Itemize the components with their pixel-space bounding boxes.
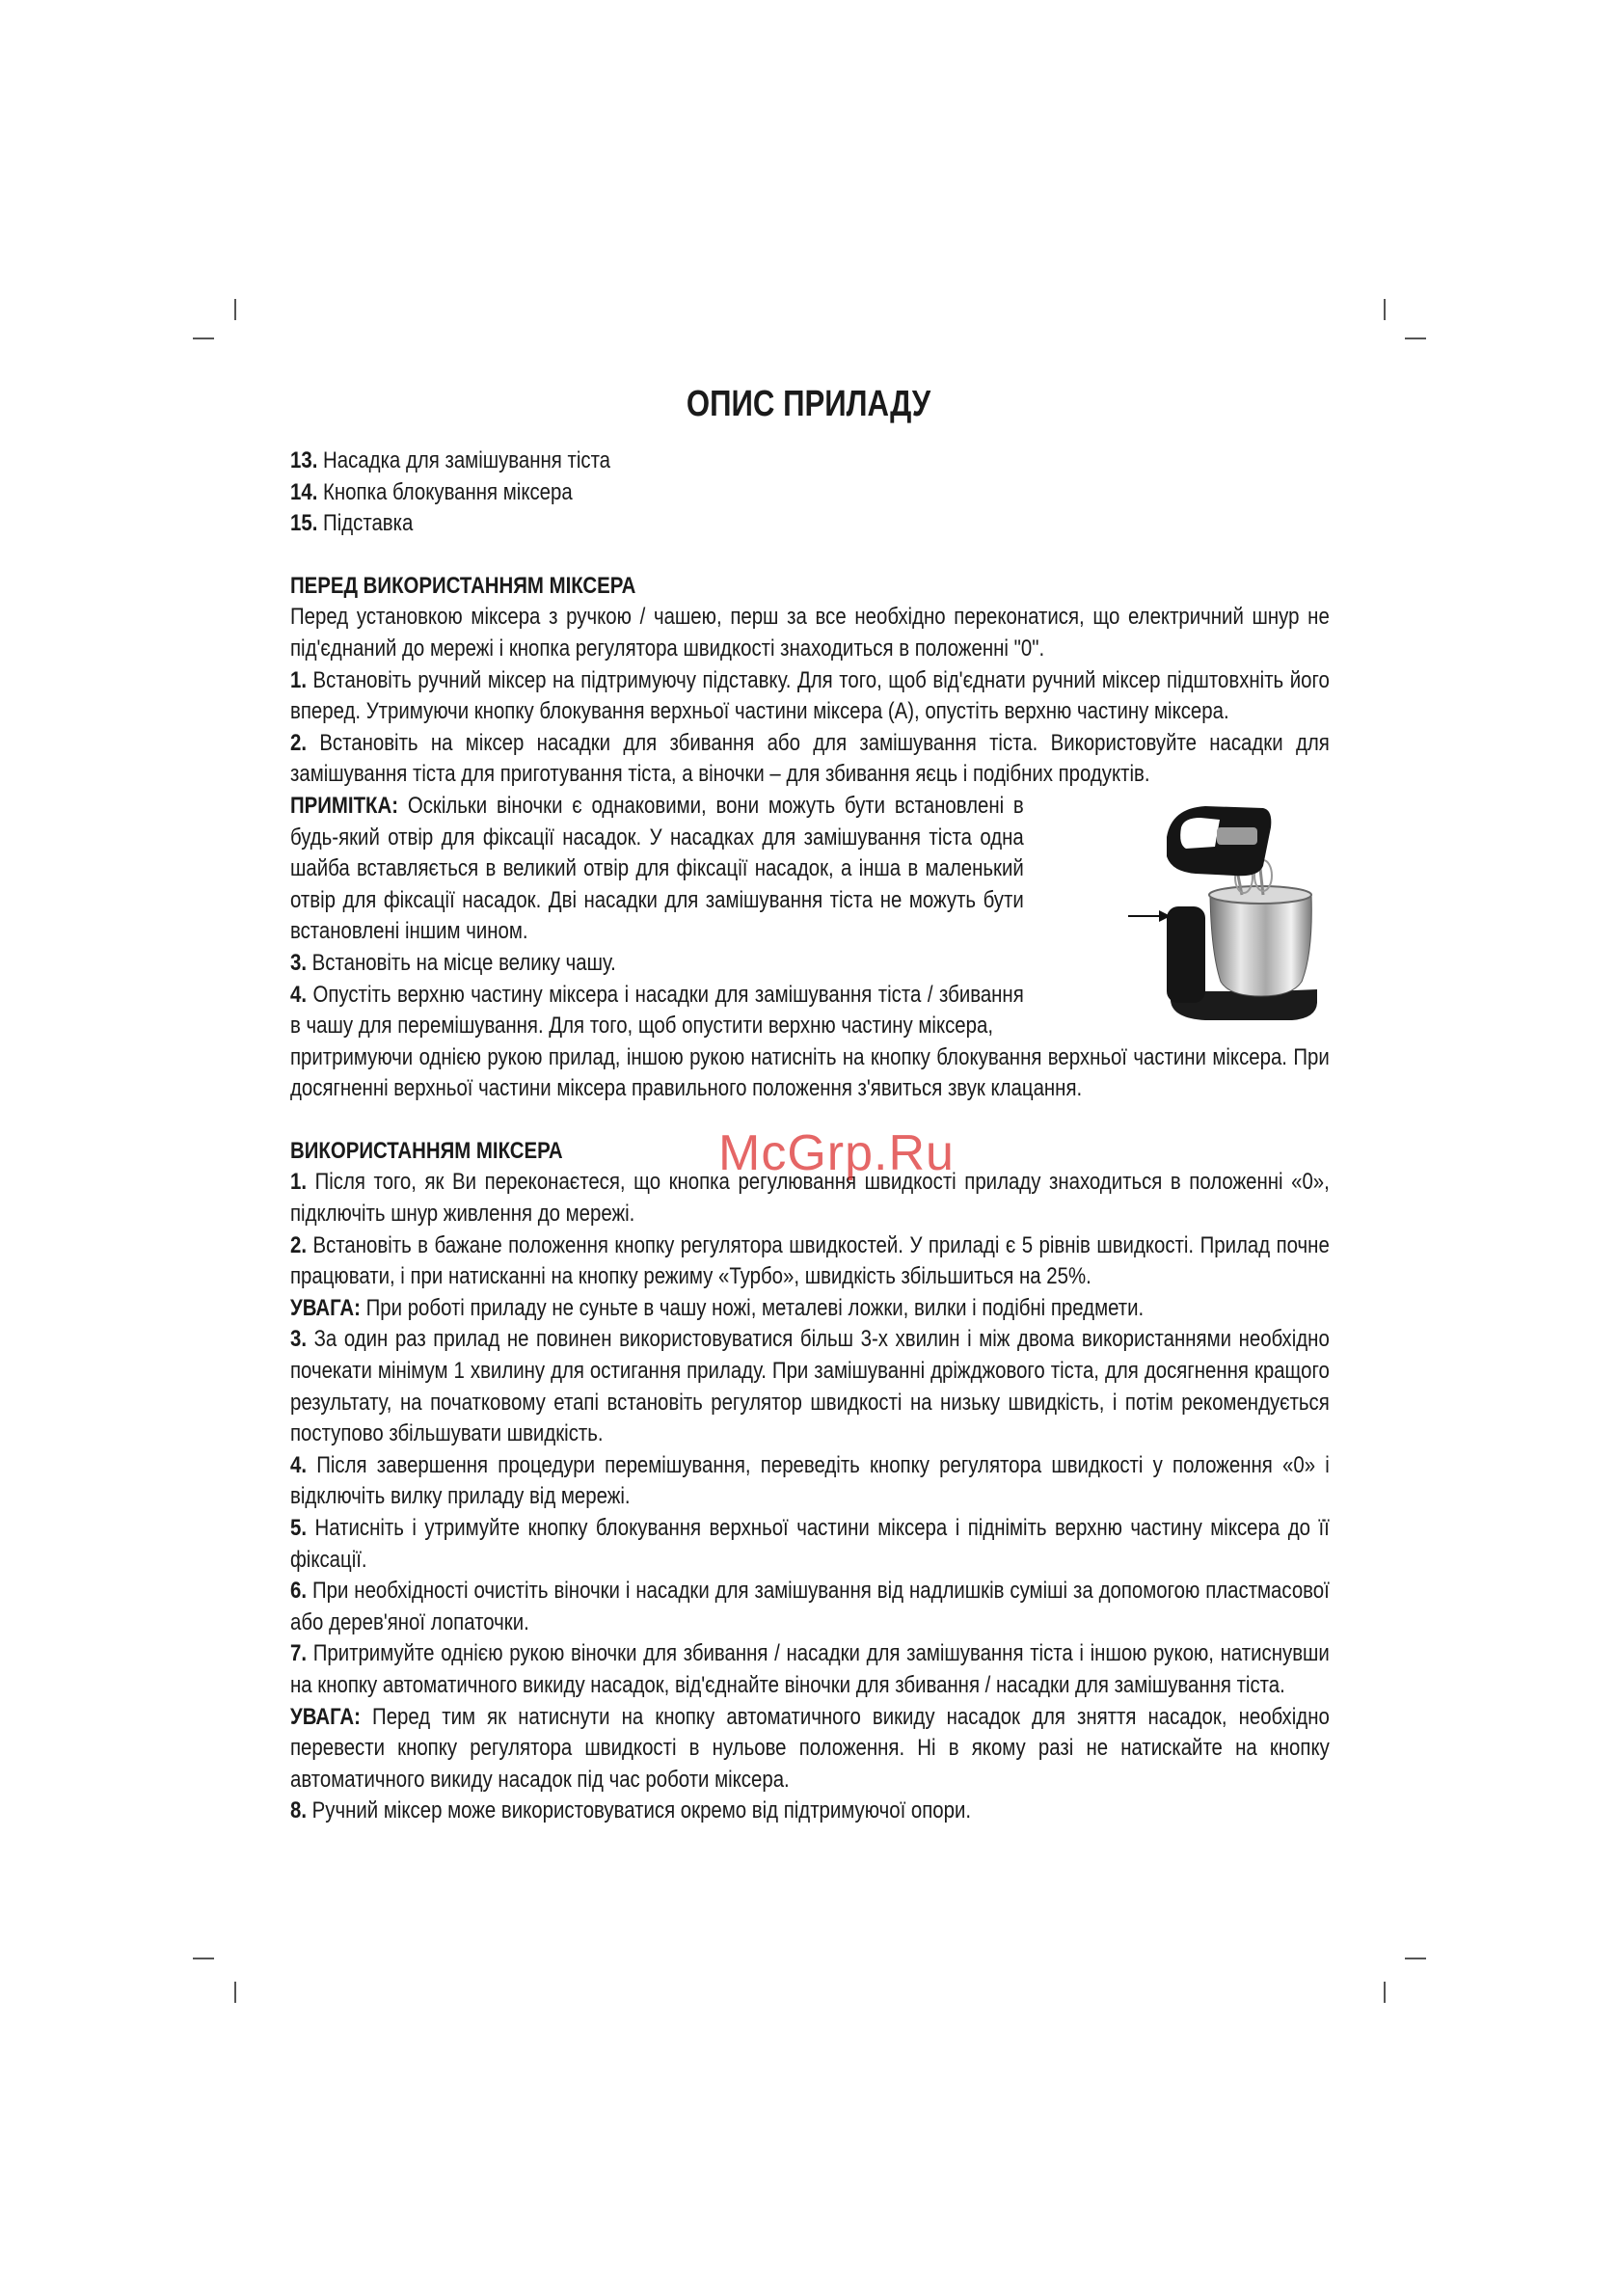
watermark-text: McGrp.Ru <box>718 1125 955 1181</box>
use-step: 5. Натисніть і утримуйте кнопку блокування верхньої частини міксера і підніміть верхню частину міксера до її фіксації. <box>290 1515 1330 1573</box>
use-step: 8. Ручний міксер може використовуватися окремо від підтримуючої опори. <box>290 1797 972 1824</box>
section-heading-use: ВИКОРИСТАННЯМ МІКСЕРА <box>290 1137 563 1164</box>
crop-mark <box>1384 299 1386 320</box>
use-step: 1. Після того, як Ви переконаєтеся, що кнопка регулювання швидкості приладу знаходиться в положенні «0», підключіть шнур живлення до мережі. <box>290 1169 1330 1228</box>
before-use-step-1: 1. Встановіть ручний міксер на підтримуючу підставку. Для того, щоб від'єднати ручний міксер підштовхніть його вперед. Утримуючи кнопку блокування верхньої частини міксера (А), опустіть верхню частину міксера. <box>290 666 1330 725</box>
crop-mark <box>193 338 214 339</box>
crop-mark <box>1405 1958 1426 1959</box>
part-item-13: 13. Насадка для замішування тіста <box>290 447 611 473</box>
use-step: 6. При необхідності очистіть віночки і насадки для замішування від надлишків суміші за допомогою пластмасової або дерев'яної лопаточки. <box>290 1578 1330 1635</box>
use-step: 3. За один раз прилад не повинен використовуватися більш 3-х хвилин і між двома використаннями необхідно почекати мінімум 1 хвилину для остигання приладу. При замішуванні дріжджового тіста, для досягнення кращого результату, на початковому етапі встановіть регулятор швидкості на низьку швидкість, і потім рекомендується поступово збільшувати швидкість. <box>290 1326 1330 1447</box>
before-use-step-2: 2. Встановіть на міксер насадки для збивання або для замішування тіста. Використовуйте насадки для замішування тіста для приготування тіста, а віночки – для збивання яєць і подібних продуктів. <box>290 729 1330 788</box>
use-warning: УВАГА: Перед тим як натиснути на кнопку автоматичного викиду насадок для зняття насадок, необхідно перевести кнопку регулятора швидкості в нульове положення. Ні в якому разі не натискайте на кнопку автоматичного викиду насадок під час роботи міксера. <box>290 1703 1330 1793</box>
note-block <box>290 791 1024 1042</box>
use-step: 4. Після завершення процедури перемішування, переведіть кнопку регулятора швидкості у положення «0» і відключіть вилку приладу від мережі. <box>290 1451 1330 1510</box>
stand-mixer-illustration <box>1128 798 1331 1030</box>
before-use-step-4: 4. Опустіть верхню частину міксера і насадки для замішування тіста / збивання в чашу для перемішування. Для того, щоб опустити верхню частину міксера, <box>290 981 1024 1040</box>
before-use-step-3: 3. Встановіть на місце велику чашу. <box>290 949 616 976</box>
before-use-step-4-continued: притримуючи однією рукою прилад, іншою рукою натисніть на кнопку блокування верхньої частини міксера. При досягненні верхньої частини міксера правильного положення з'явиться звук клацання. <box>290 1043 1330 1102</box>
crop-mark <box>1405 338 1426 339</box>
crop-mark <box>234 1982 236 2003</box>
page-title: ОПИС ПРИЛАДУ <box>686 384 931 424</box>
before-use-note: ПРИМІТКА: Оскільки віночки є однаковими, вони можуть бути встановлені в будь-який отвір для фіксації насадок. У насадках для замішування тіста одна шайба вставляється в великий отвір для фіксації насадок, а інша в маленький отвір для фіксації насадок. Дві насадки для замішування тіста не можуть бути встановлені іншим чином. <box>290 792 1024 945</box>
part-item-15: 15. Підставка <box>290 510 414 537</box>
use-step: 7. Притримуйте однією рукою віночки для збивання / насадки для замішування тіста і іншою рукою, натиснувши на кнопку автоматичного викиду насадок, від'єднайте віночки для збивання / насадки для замішування тіста. <box>290 1640 1330 1698</box>
before-use-intro: Перед установкою міксера з ручкою / чашею, перш за все необхідно переконатися, що електричний шнур не під'єднаний до мережі і кнопка регулятора швидкості знаходиться в положенні "0". <box>290 604 1330 662</box>
section-heading-before-use: ПЕРЕД ВИКОРИСТАННЯМ МІКСЕРА <box>290 572 636 599</box>
use-warning: УВАГА: При роботі приладу не суньте в чашу ножі, металеві ложки, вилки і подібні предмети. <box>290 1294 1145 1321</box>
crop-mark <box>1384 1982 1386 2003</box>
crop-mark <box>193 1958 214 1959</box>
crop-mark <box>234 299 236 320</box>
use-step: 2. Встановіть в бажане положення кнопку регулятора швидкостей. У приладі є 5 рівнів швидкості. Прилад почне працювати, і при натисканні на кнопку режиму «Турбо», швидкість збільшиться на 25%. <box>290 1231 1330 1290</box>
part-item-14: 14. Кнопка блокування міксера <box>290 478 573 505</box>
